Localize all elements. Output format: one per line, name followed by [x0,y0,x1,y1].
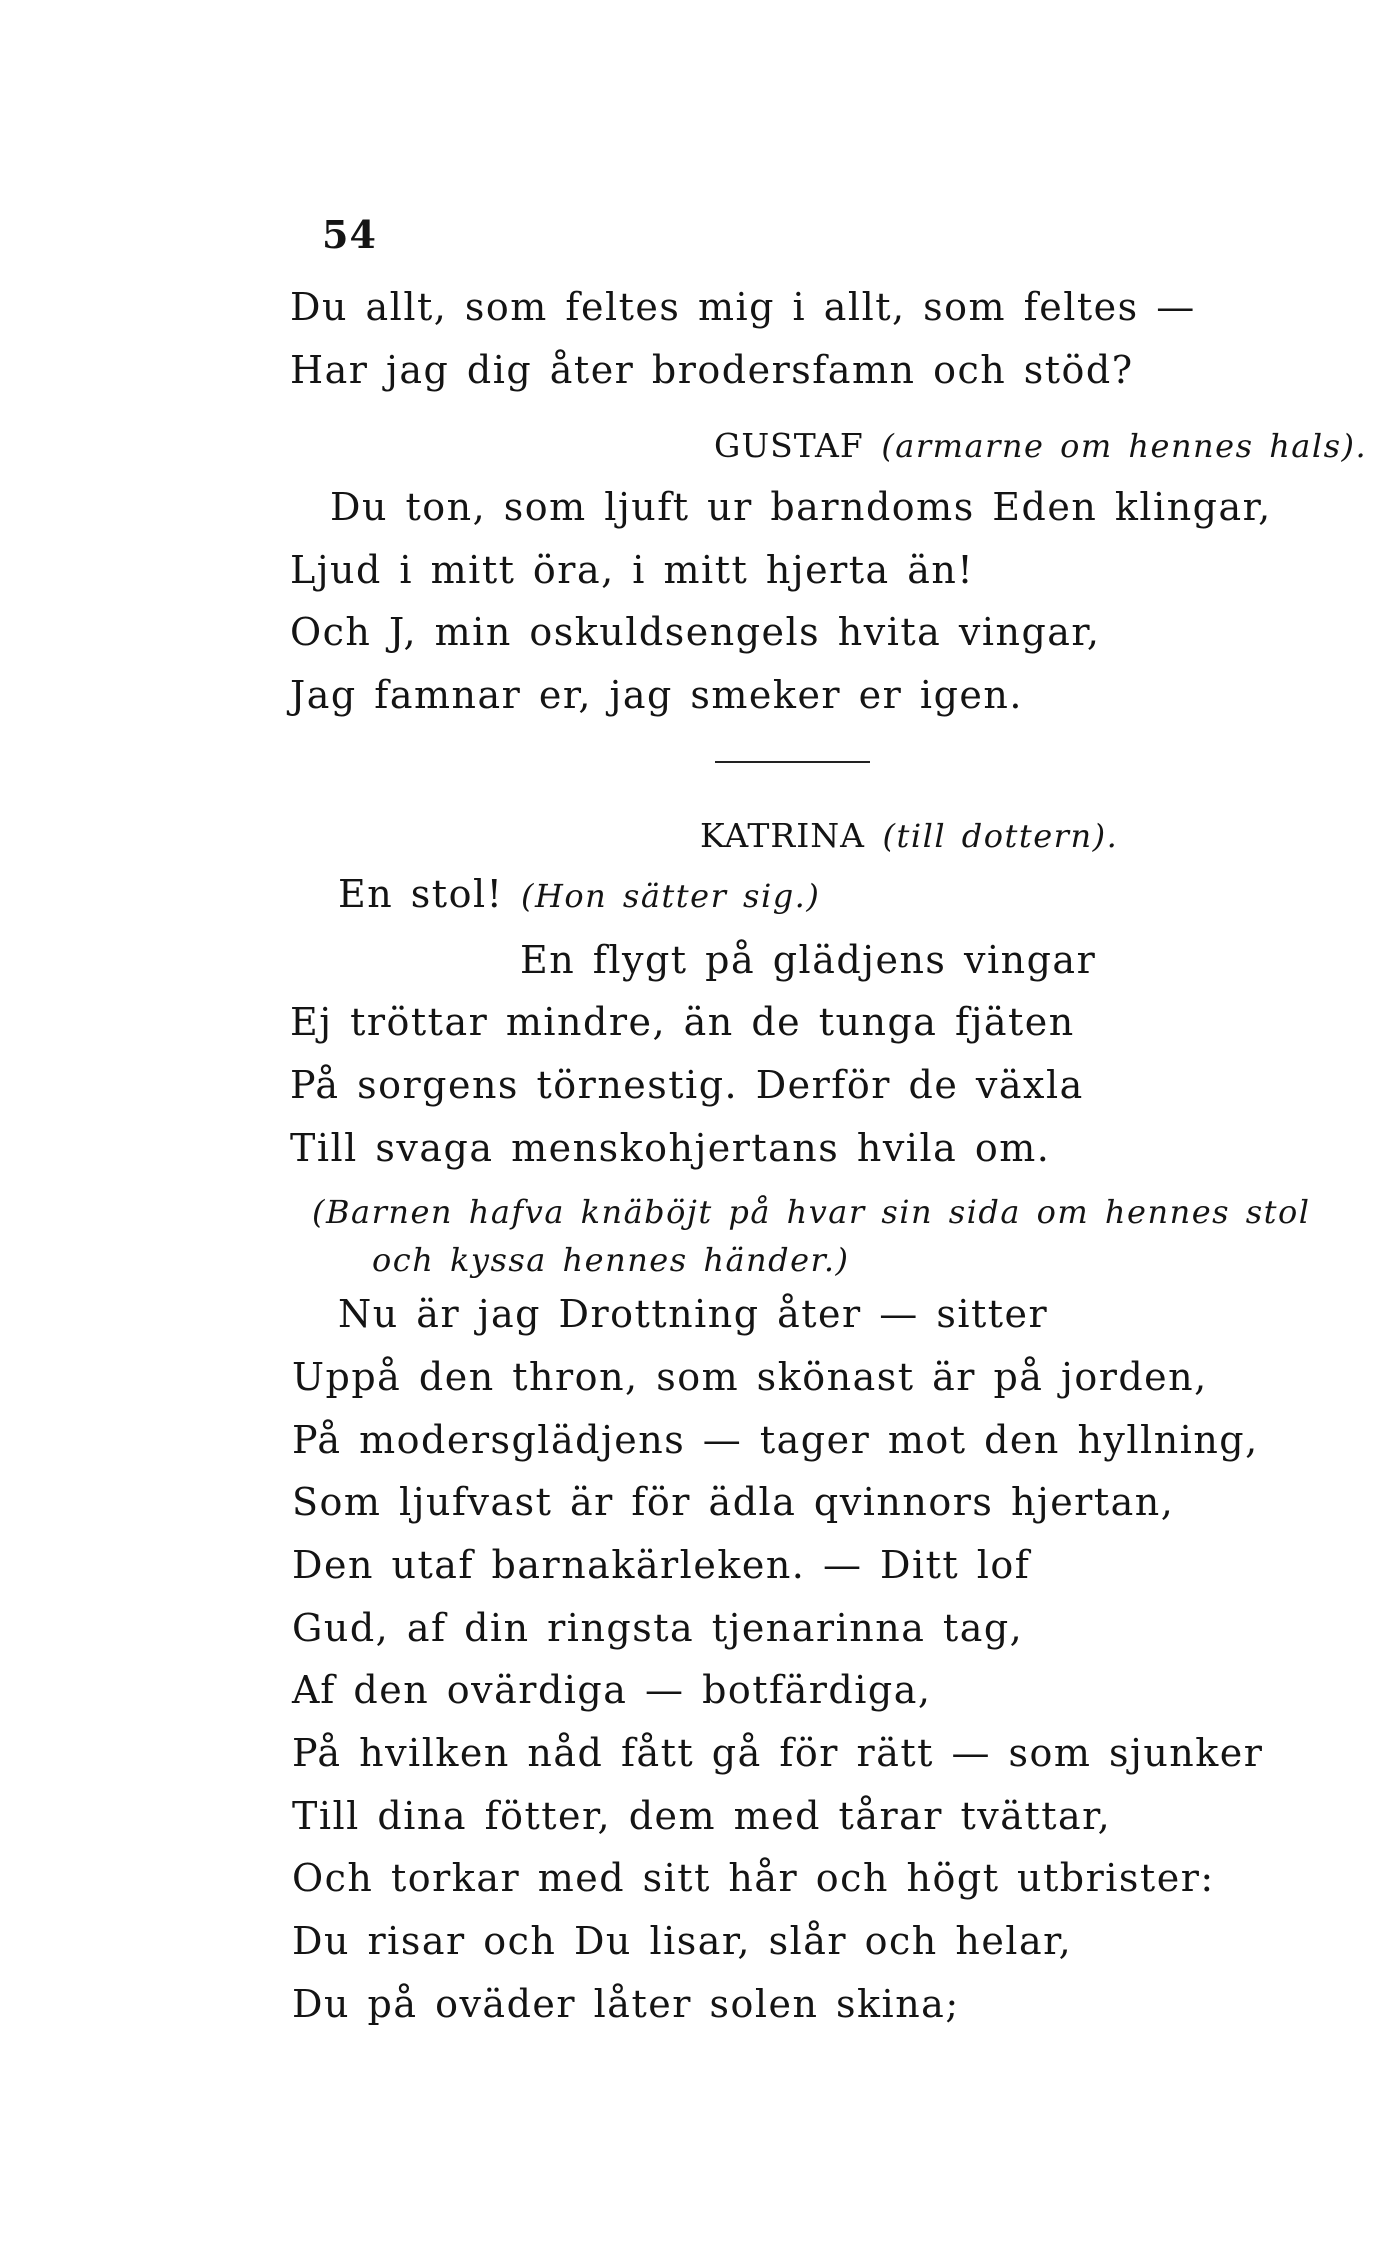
verse-line [338,872,820,918]
speaker-heading-gustaf [714,422,1367,468]
stage-direction: och kyssa hennes händer.) [372,1241,850,1279]
page-number: 54 [322,212,377,257]
stage-direction: (Barnen hafva knäböjt på hvar sin sida om hennes stol [312,1193,1311,1231]
verse-line: Som ljufvast är för ädla qvinnors hjertan, [292,1480,1175,1524]
verse-line: Nu är jag Drottning åter — sitter [338,1292,1049,1336]
verse-line: Gud, af din ringsta tjenarinna tag, [292,1606,1024,1650]
verse-line: Af den ovärdiga — botfärdiga, [292,1668,932,1712]
verse-line: På modersglädjens — tager mot den hyllning, [292,1418,1259,1462]
verse-line: På sorgens törnestig. Derför de växla [290,1063,1084,1107]
verse-line: Till svaga menskohjertans hvila om. [290,1126,1051,1170]
verse-line: Du allt, som feltes mig i allt, som feltes — [290,285,1196,329]
verse-line: Jag famnar er, jag smeker er igen. [290,673,1023,717]
verse-line: Har jag dig åter brodersfamn och stöd? [290,348,1134,392]
verse-line: Du ton, som ljuft ur barndoms Eden klingar, [330,485,1272,529]
speaker-name: KATRINA [700,816,865,855]
verse-line: Du på oväder låter solen skina; [292,1982,960,2026]
speaker-heading-katrina [700,812,1118,858]
verse-line: Uppå den thron, som skönast är på jorden, [292,1355,1208,1399]
verse-line: Ej tröttar mindre, än de tunga fjäten [290,1000,1075,1044]
verse-line: Du risar och Du lisar, slår och helar, [292,1919,1073,1963]
verse-line: På hvilken nåd fått gå för rätt — som sjunker [292,1731,1264,1775]
stage-direction: (Hon sätter sig.) [520,877,821,915]
verse-line: Till dina fötter, dem med tårar tvättar, [292,1794,1112,1838]
stage-direction: (till dottern). [882,817,1119,855]
verse-line: Och torkar med sitt hår och högt utbrister: [292,1856,1215,1900]
verse-line: Ljud i mitt öra, i mitt hjerta än! [290,548,975,592]
verse-line: Den utaf barnakärleken. — Ditt lof [292,1543,1031,1587]
verse-line: En flygt på glädjens vingar [520,938,1097,982]
stage-direction: (armarne om hennes hals). [881,427,1368,465]
verse-line: Och J, min oskuldsengels hvita vingar, [290,610,1101,654]
verse-text: En stol! [338,872,504,916]
section-divider [715,761,870,763]
speaker-name: GUSTAF [714,426,864,465]
